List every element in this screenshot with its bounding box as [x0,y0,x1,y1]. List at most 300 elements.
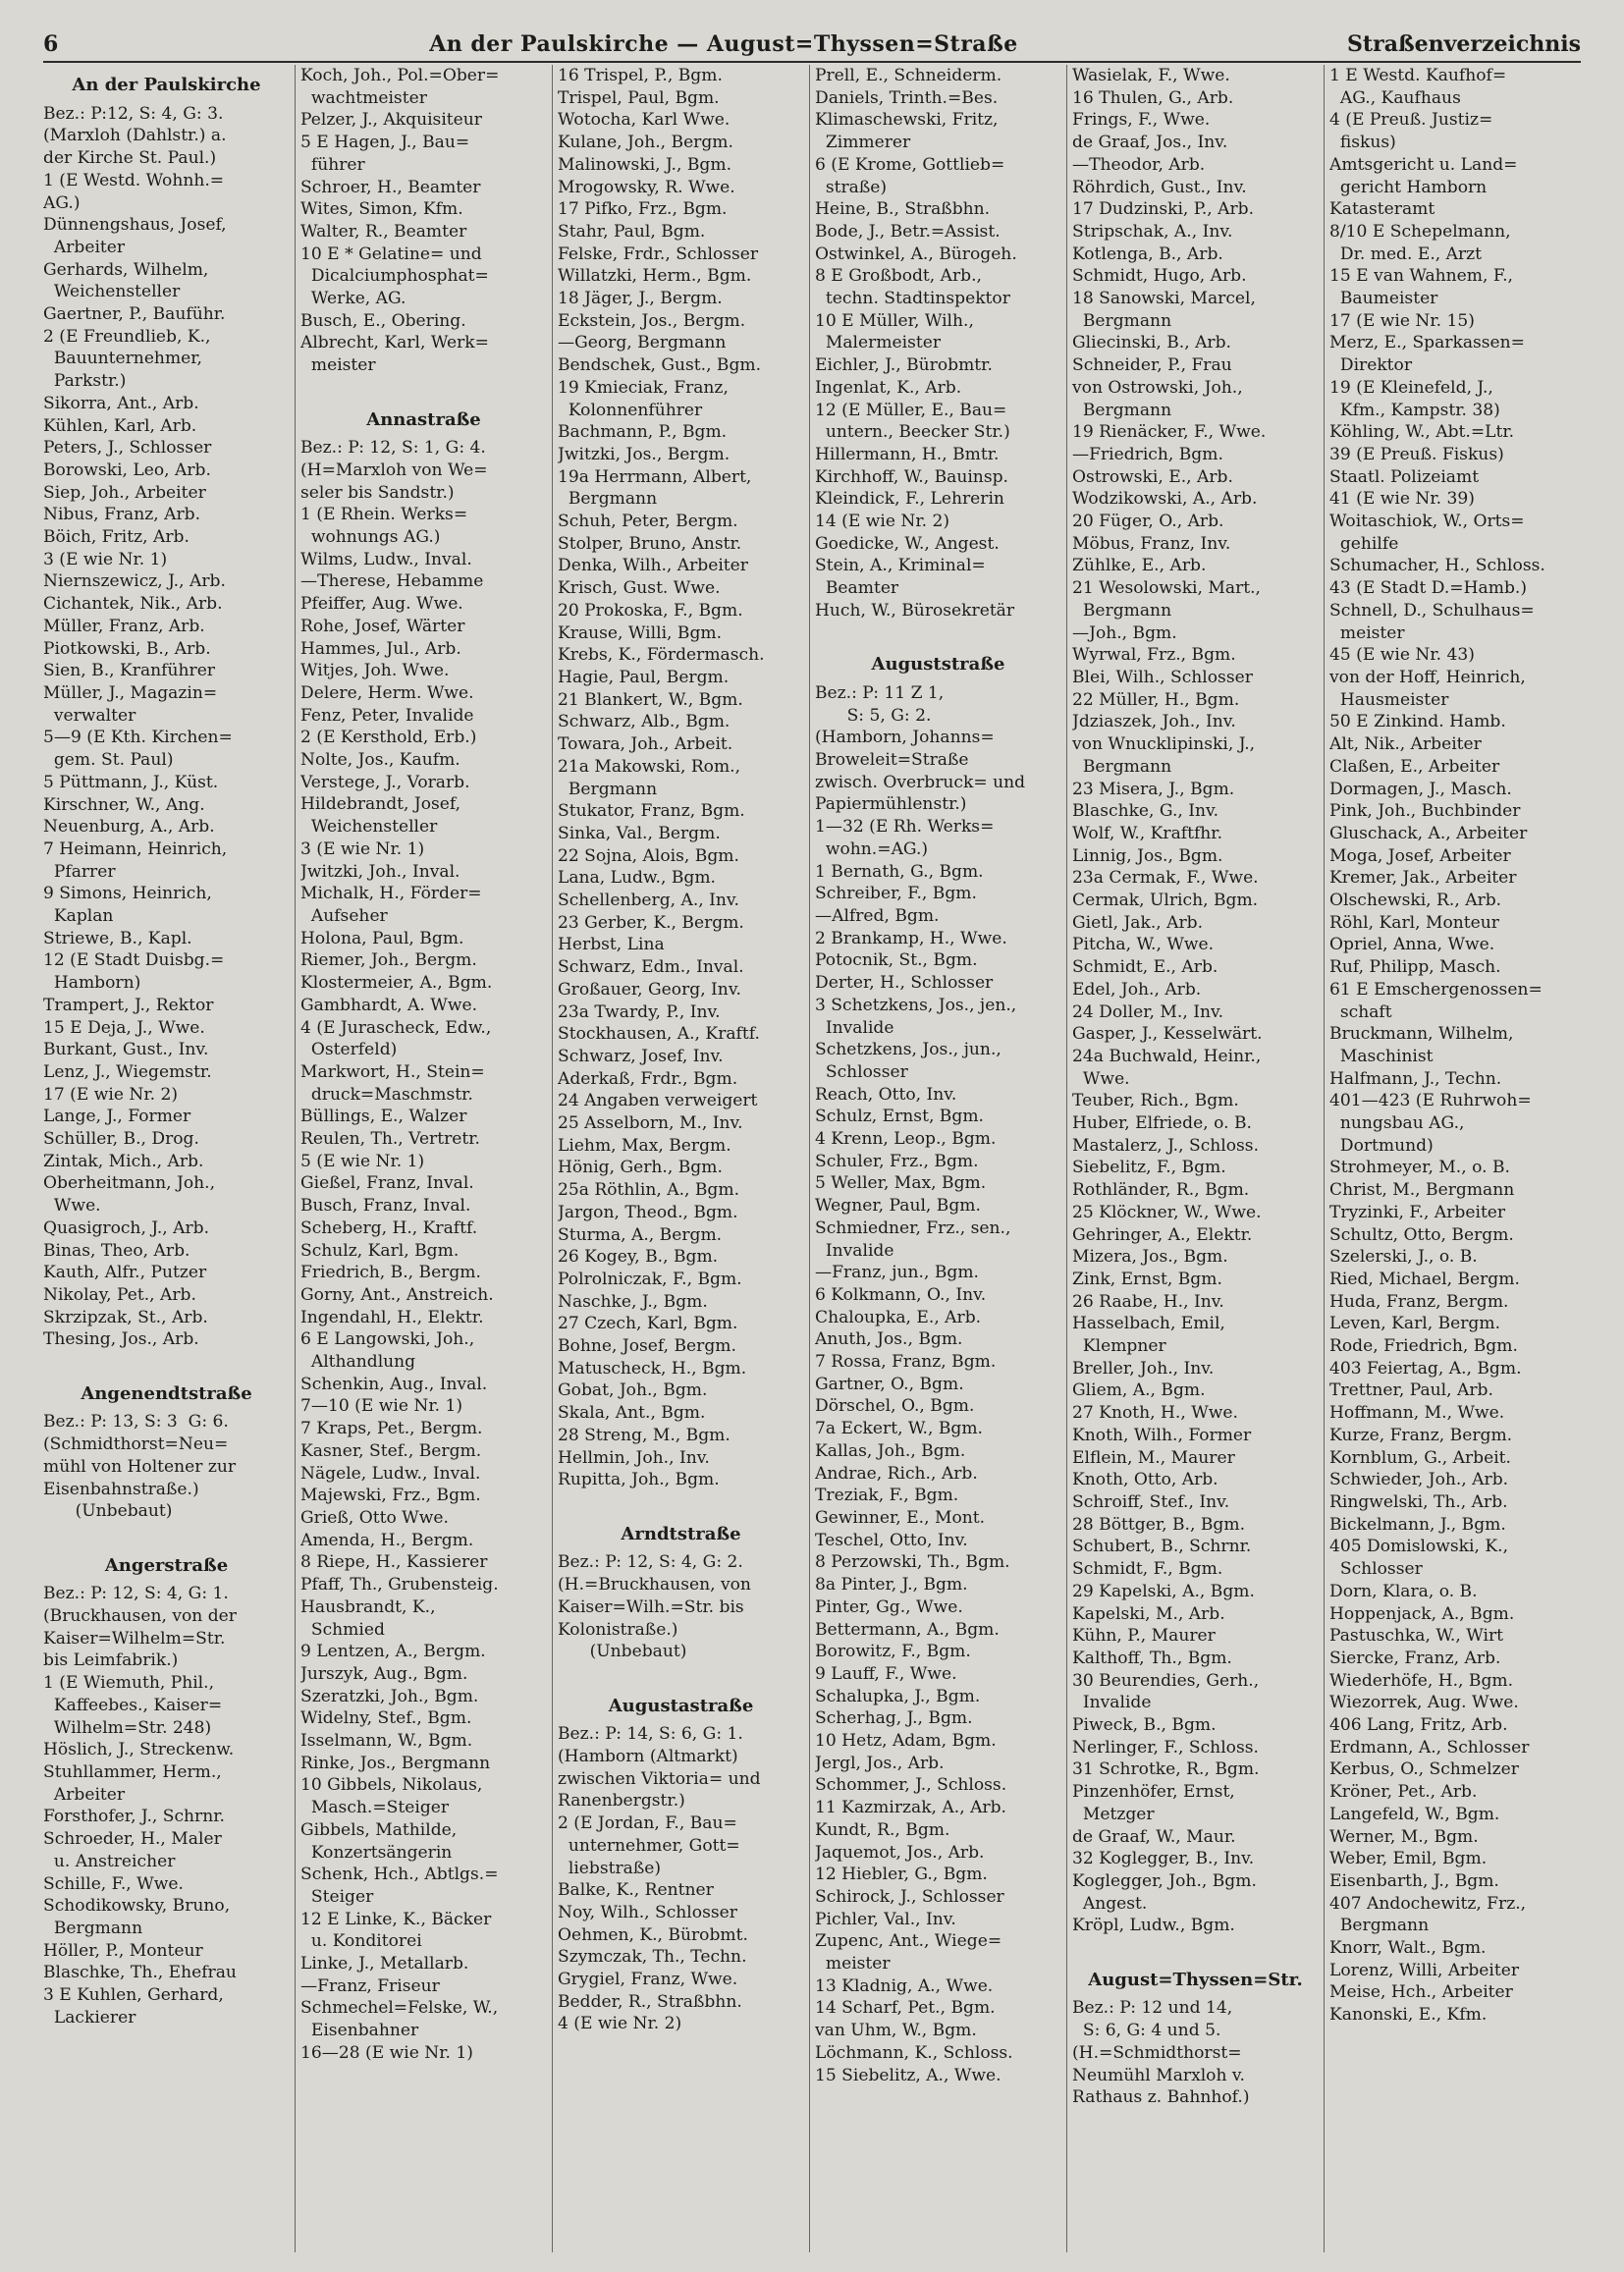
directory-entry: Cichantek, Nik., Arb. [43,594,223,615]
directory-entry: 30 Beurendies, Gerh., [1072,1670,1260,1691]
directory-entry: 25 Asselborn, M., Inv. [558,1113,743,1134]
directory-entry: Kremer, Jak., Arbeiter [1329,868,1517,889]
directory-entry: Stockhausen, A., Kraftf. [558,1024,760,1045]
directory-entry: 1 (E Westd. Wohnh.= [43,170,225,190]
directory-entry: Wasielak, F., Wwe. [1072,66,1230,85]
directory-entry: Claßen, E., Arbeiter [1329,756,1500,777]
directory-entry: Röhrdich, Gust., Inv. [1072,177,1247,197]
directory-entry: Schmiedner, Frz., sen., [815,1217,1011,1238]
directory-entry: Sturma, A., Bergm. [558,1224,723,1245]
directory-entry: Kalthoff, Th., Bgm. [1072,1648,1232,1668]
directory-entry: Dünnengshaus, Josef, [43,215,227,236]
directory-entry: Bergmann [1072,600,1172,621]
directory-entry: 16 Thulen, G., Arb. [1072,87,1234,108]
directory-entry: Amenda, H., Bergm. [300,1530,474,1550]
directory-entry: 26 Raabe, H., Inv. [1072,1291,1224,1312]
directory-entry: 12 (E Müller, E., Bau= [815,400,1007,420]
directory-entry: Hellmin, Joh., Inv. [558,1447,710,1468]
directory-entry: Ingendahl, H., Elektr. [300,1307,484,1327]
directory-entry: Rohe, Josef, Wärter [300,616,465,636]
directory-entry: 6 (E Krome, Gottlieb= [815,154,1005,175]
directory-entry: 18 Sanowski, Marcel, [1072,289,1256,309]
directory-entry: 20 Prokoska, F., Bgm. [558,600,743,621]
directory-entry: Trettner, Paul, Arb. [1329,1380,1493,1401]
directory-entry: Arbeiter [43,1784,126,1805]
directory-entry: —Joh., Bgm. [1072,622,1177,643]
directory-entry: 1 E Westd. Kaufhof= [1329,66,1507,85]
directory-entry: Heine, B., Straßbhn. [815,199,991,220]
directory-entry: Gießel, Franz, Inval. [300,1173,474,1194]
directory-entry: Hammes, Jul., Arb. [300,638,461,659]
directory-entry: 27 Knoth, H., Wwe. [1072,1403,1238,1424]
directory-entry: Schellenberg, A., Inv. [558,891,739,911]
directory-entry: Halfmann, J., Techn. [1329,1068,1502,1089]
directory-entry: zwisch. Overbruck= und [815,772,1026,792]
directory-entry: 3 Schetzkens, Jos., jen., [815,995,1017,1015]
directory-entry: Wiederhöfe, H., Bgm. [1329,1670,1514,1691]
directory-entry: Szymczak, Th., Techn. [558,1947,747,1968]
directory-entry: 1 Bernath, G., Bgm. [815,861,984,882]
directory-entry: 28 Streng, M., Bgm. [558,1425,731,1445]
directory-entry: unternehmer, Gott= [558,1835,740,1856]
directory-entry: Wodzikowski, A., Arb. [1072,489,1258,510]
directory-entry: Jurszyk, Aug., Bgm. [300,1663,468,1684]
directory-entry: 2 (E Freundlieb, K., [43,326,211,347]
directory-entry: Hillermann, H., Bmtr. [815,444,1000,464]
directory-entry: Wegner, Paul, Bgm. [815,1196,981,1217]
directory-entry: 17 (E wie Nr. 15) [1329,310,1475,331]
directory-entry: 45 (E wie Nr. 43) [1329,645,1475,666]
directory-entry: Wites, Simon, Kfm. [300,199,463,220]
directory-entry: Arbeiter [43,237,126,257]
directory-entry: Schwarz, Edm., Inval. [558,957,744,978]
directory-entry: Schmidt, F., Bgm. [1072,1559,1223,1580]
directory-entry: von der Hoff, Heinrich, [1329,667,1526,687]
directory-entry: Höslich, J., Streckenw. [43,1740,235,1760]
directory-entry: 4 Krenn, Leop., Bgm. [815,1129,997,1150]
directory-entry: Schumacher, H., Schloss. [1329,556,1545,576]
directory-entry: von Ostrowski, Joh., [1072,377,1243,398]
directory-entry: 50 E Zinkind. Hamb. [1329,712,1506,732]
directory-entry: Pfarrer [43,861,116,882]
directory-entry: Prell, E., Schneiderm. [815,66,1002,85]
directory-entry: Invalide [1072,1693,1152,1713]
directory-entry: Bohne, Josef, Bergm. [558,1336,736,1357]
directory-entry: 22 Müller, H., Bgm. [1072,689,1240,710]
directory-entry: 5 E Hagen, J., Bau= [300,133,470,153]
directory-entry: Jaquemot, Jos., Arb. [815,1842,985,1863]
directory-entry: von Wnucklipinski, J., [1072,734,1256,755]
directory-entry: Weber, Emil, Bgm. [1329,1849,1488,1869]
directory-entry: Jergl, Jos., Arb. [815,1753,945,1773]
directory-entry: Kaplan [43,906,114,927]
directory-entry: Jwitzki, Joh., Inval. [300,861,460,882]
directory-entry: Malinowski, J., Bgm. [558,154,731,175]
directory-entry: Ringwelski, Th., Arb. [1329,1492,1508,1512]
directory-entry: Mrogowsky, R. Wwe. [558,177,735,197]
directory-entry: 10 Hetz, Adam, Bgm. [815,1731,997,1752]
directory-entry: Kühn, P., Maurer [1072,1626,1216,1647]
directory-entry: Gluschack, A., Arbeiter [1329,823,1528,843]
directory-entry: Metzger [1072,1804,1155,1824]
directory-entry: Dortmund) [1329,1135,1434,1156]
directory-entry: seler bis Sandstr.) [300,482,455,503]
directory-entry: Hoppenjack, A., Bgm. [1329,1603,1515,1624]
directory-entry: Hildebrandt, Josef, [300,794,461,815]
directory-entry: Liehm, Max, Bergm. [558,1135,731,1156]
directory-entry: Neuenburg, A., Arb. [43,817,215,838]
directory-entry: Oehmen, K., Bürobmt. [558,1924,748,1945]
directory-entry: 7 Heimann, Heinrich, [43,838,228,859]
directory-entry: u. Anstreicher [43,1851,176,1871]
directory-entry: 8 Riepe, H., Kassierer [300,1552,488,1573]
directory-entry: Cermak, Ulrich, Bgm. [1072,891,1259,911]
directory-entry: Schmidt, Hugo, Arb. [1072,266,1247,287]
directory-entry: Nerlinger, F., Schloss. [1072,1737,1259,1758]
directory-entry: liebstraße) [558,1858,662,1878]
directory-entry: Schenkin, Aug., Inval. [300,1374,488,1394]
directory-entry: 1 (E Rhein. Werks= [300,505,468,525]
directory-entry: Bez.: P: 12, S: 4, G: 1. [43,1584,229,1604]
directory-entry: —Georg, Bergmann [558,333,727,353]
directory-entry: Bruckmann, Wilhelm, [1329,1024,1514,1045]
directory-entry: —Theodor, Arb. [1072,154,1206,175]
directory-entry: Fenz, Peter, Invalide [300,705,474,726]
directory-entry: Wilms, Ludw., Inval. [300,549,472,569]
directory-entry: Weichensteller [300,817,438,838]
directory-entry: 12 Hiebler, G., Bgm. [815,1865,988,1885]
directory-entry: Dormagen, J., Masch. [1329,779,1512,799]
directory-entry: Borowitz, F., Bgm. [815,1642,971,1662]
directory-entry: Stolper, Bruno, Anstr. [558,533,742,554]
directory-entry: Krisch, Gust. Wwe. [558,578,721,599]
directory-entry: Masch.=Steiger [300,1798,450,1818]
directory-entry: Kirschner, W., Ang. [43,794,205,815]
directory-entry: fiskus) [1329,133,1396,153]
directory-entry: Kasner, Stef., Bergm. [300,1440,482,1461]
directory-entry: Rode, Friedrich, Bgm. [1329,1336,1518,1357]
directory-entry: Elflein, M., Maurer [1072,1447,1235,1468]
directory-entry: Bachmann, P., Bgm. [558,422,728,443]
directory-entry: Busch, Franz, Inval. [300,1196,471,1217]
directory-entry: Gasper, J., Kesselwärt. [1072,1024,1263,1045]
directory-entry: Ingenlat, K., Arb. [815,377,962,398]
directory-entry: 12 E Linke, K., Bäcker [300,1909,492,1929]
directory-entry: Eichler, J., Bürobmtr. [815,355,993,376]
directory-entry: Blaschke, Th., Ehefrau [43,1963,237,1983]
directory-entry: Bez.: P: 12 und 14, [1072,1998,1233,2019]
directory-entry: 24 Doller, M., Inv. [1072,1001,1224,1022]
directory-entry: Papiermühlenstr.) [815,794,967,815]
directory-entry: Knorr, Walt., Bgm. [1329,1938,1487,1959]
directory-entry: Bode, J., Betr.=Assist. [815,221,1001,242]
directory-entry: Siercke, Franz, Arb. [1329,1648,1501,1668]
directory-entry: Hagie, Paul, Bergm. [558,667,730,687]
directory-entry: Kröpl, Ludw., Bgm. [1072,1916,1235,1936]
directory-entry: Andrae, Rich., Arb. [815,1463,978,1484]
directory-entry: Broweleit=Straße [815,750,969,771]
directory-entry: Pinter, Gg., Wwe. [815,1596,963,1617]
directory-entry: Stripschak, A., Inv. [1072,221,1233,242]
directory-entry: Stuhllammer, Herm., [43,1762,222,1782]
directory-entry: schaft [1329,1001,1392,1022]
section-title: Straßenverzeichnis [1347,31,1581,57]
directory-entry: Trispel, Paul, Bgm. [558,87,720,108]
directory-entry: Breller, Joh., Inv. [1072,1358,1215,1379]
directory-entry: 43 (E Stadt D.=Hamb.) [1329,578,1527,599]
street-heading: An der Paulskirche [72,75,261,95]
directory-entry: Nikolay, Pet., Arb. [43,1284,196,1305]
directory-entry: Kulane, Joh., Bergm. [558,133,733,153]
directory-entry: Mastalerz, J., Schloss. [1072,1135,1260,1156]
directory-entry: wohnungs AG.) [300,527,441,548]
directory-entry: Möbus, Franz, Inv. [1072,533,1231,554]
directory-entry: Busch, E., Obering. [300,310,466,331]
street-heading: Auguststraße [871,654,1005,676]
directory-entry: Schmechel=Felske, W., [300,1998,499,2019]
directory-entry: Schreiber, F., Bgm. [815,884,977,904]
directory-entry: Szelerski, J., o. B. [1329,1247,1478,1268]
directory-entry: Bergmann [558,779,658,799]
directory-entry: 8a Pinter, J., Bgm. [815,1575,968,1596]
directory-entry: 17 Dudzinski, P., Arb. [1072,199,1255,220]
directory-entry: Ruf, Philipp, Masch. [1329,957,1501,978]
directory-entry: (Bruckhausen, von der [43,1606,237,1627]
directory-entry: Sien, B., Kranführer [43,661,215,681]
directory-entry: 1—32 (E Rh. Werks= [815,817,995,838]
directory-entry: techn. Stadtinspektor [815,289,1010,309]
directory-entry: Kauth, Alfr., Putzer [43,1263,207,1283]
directory-entry: Rothländer, R., Bgm. [1072,1180,1250,1201]
directory-entry: Knoth, Otto, Arb. [1072,1470,1218,1490]
directory-entry: Schmidt, E., Arb. [1072,957,1218,978]
directory-entry: Gietl, Jak., Arb. [1072,912,1204,933]
directory-entry: Büllings, E., Walzer [300,1107,467,1127]
directory-entry: 15 E van Wahnem, F., [1329,266,1513,287]
directory-entry: Angest. [1072,1893,1148,1914]
street-heading: Arndtstraße [621,1523,741,1544]
directory-entry: Eisenbahner [300,2021,419,2041]
directory-entry: Aderkaß, Frdr., Bgm. [558,1068,738,1089]
directory-entry: Invalide [815,1240,894,1261]
directory-entry: 19a Herrmann, Albert, [558,466,752,487]
directory-entry: de Graaf, W., Maur. [1072,1826,1236,1847]
directory-entry: Bettermann, A., Bgm. [815,1619,1000,1640]
directory-entry: Strohmeyer, M., o. B. [1329,1158,1510,1178]
directory-entry: Nibus, Franz, Arb. [43,505,201,525]
directory-entry: 7—10 (E wie Nr. 1) [300,1396,463,1417]
directory-entry: Thesing, Jos., Arb. [43,1329,199,1350]
directory-entry: Kröner, Pet., Arb. [1329,1782,1478,1803]
directory-entry: Dr. med. E., Arzt [1329,243,1483,264]
directory-entry: Schubert, B., Schrnr. [1072,1537,1252,1557]
directory-entry: Burkant, Gust., Inv. [43,1040,209,1060]
directory-entry: 5 (E wie Nr. 1) [300,1151,425,1171]
directory-entry: 14 Scharf, Pet., Bgm. [815,1998,996,2019]
directory-entry: Pichler, Val., Inv. [815,1909,956,1929]
directory-entry: Tryzinki, F., Arbeiter [1329,1202,1506,1222]
directory-entry: Schneider, P., Frau [1072,355,1232,376]
directory-entry: Niernszewicz, J., Arb. [43,571,226,592]
directory-entry: 26 Kogey, B., Bgm. [558,1247,719,1268]
directory-entry: Woitaschiok, W., Orts= [1329,512,1525,532]
directory-entry: Lackierer [43,2007,136,2028]
directory-entry: Daniels, Trinth.=Bes. [815,87,999,108]
directory-entry: Forsthofer, J., Schrnr. [43,1807,225,1827]
directory-entry: Schenk, Hch., Abtlgs.= [300,1865,499,1885]
directory-entry: 10 Gibbels, Nikolaus, [300,1775,483,1796]
directory-entry: Köhling, W., Abt.=Ltr. [1329,422,1515,443]
directory-entry: 8 Perzowski, Th., Bgm. [815,1552,1010,1573]
directory-entry: 21a Makowski, Rom., [558,756,741,777]
directory-entry: 23a Twardy, P., Inv. [558,1001,721,1022]
directory-entry: Neumühl Marxloh v. [1072,2065,1245,2085]
directory-entry: (Marxloh (Dahlstr.) a. [43,126,227,146]
directory-entry: Zintak, Mich., Arb. [43,1151,204,1171]
directory-entry: Lange, J., Former [43,1107,191,1127]
directory-entry: Dicalciumphosphat= [300,266,489,287]
directory-entry: 39 (E Preuß. Fiskus) [1329,444,1504,464]
directory-entry: Schille, F., Wwe. [43,1873,184,1894]
directory-entry: Opriel, Anna, Wwe. [1329,935,1495,955]
directory-entry: Trampert, J., Rektor [43,995,214,1015]
directory-entry: Schlosser [815,1061,908,1082]
directory-entry: Werner, M., Bgm. [1329,1826,1479,1847]
directory-entry: Krebs, K., Fördermasch. [558,645,765,666]
directory-entry: (Unbebaut) [43,1501,173,1522]
directory-entry: 19 Rienäcker, F., Wwe. [1072,422,1267,443]
directory-entry: Konzertsängerin [300,1842,453,1863]
directory-entry: Christ, M., Bergmann [1329,1180,1515,1201]
directory-entry: 15 Siebelitz, A., Wwe. [815,2065,1001,2085]
directory-entry: 403 Feiertag, A., Bgm. [1329,1358,1522,1379]
directory-entry: Rathaus z. Bahnhof.) [1072,2087,1250,2108]
directory-entry: führer [300,154,365,175]
directory-entry: Naschke, J., Bgm. [558,1291,708,1312]
directory-entry: 8 E Großbodt, Arb., [815,266,982,287]
directory-entry: Michalk, H., Förder= [300,884,482,904]
directory-entry: Isselmann, W., Bgm. [300,1731,473,1752]
directory-entry: 4 (E Jurascheck, Edw., [300,1017,492,1038]
directory-entry: Ostrowski, E., Arb. [1072,466,1233,487]
directory-entry: Dörschel, O., Bgm. [815,1396,975,1417]
directory-entry: 17 (E wie Nr. 2) [43,1084,179,1105]
directory-entry: 4 (E Preuß. Justiz= [1329,110,1493,131]
directory-entry: Chaloupka, E., Arb. [815,1307,982,1327]
directory-entry: 7a Eckert, W., Bgm. [815,1419,983,1439]
column-1 [43,65,295,2252]
directory-entry: Skala, Ant., Bgm. [558,1403,706,1424]
directory-entry: —Therese, Hebamme [300,571,484,592]
directory-entry: Klempner [1072,1336,1166,1357]
directory-entry: Borowski, Leo, Arb. [43,460,211,480]
directory-entry: Scherhag, J., Bgm. [815,1708,973,1729]
directory-entry: Amtsgericht u. Land= [1329,154,1518,175]
directory-entry: Bergmann [558,489,658,510]
directory-entry: Albrecht, Karl, Werk= [300,333,489,353]
directory-entry: Kornblum, G., Arbeit. [1329,1447,1511,1468]
directory-entry: Schüller, B., Drog. [43,1129,199,1150]
directory-entry: 7 Rossa, Franz, Bgm. [815,1352,997,1373]
directory-entry: Alt, Nik., Arbeiter [1329,734,1482,755]
directory-entry: Meise, Hch., Arbeiter [1329,1982,1513,2003]
directory-entry: Skrzipzak, St., Arb. [43,1307,208,1327]
directory-entry: straße) [815,177,888,197]
directory-entry: Zühlke, E., Arb. [1072,556,1207,576]
directory-entry: Felske, Frdr., Schlosser [558,243,759,264]
directory-entry: Bedder, R., Straßbhn. [558,1991,742,2012]
directory-entry: 2 (E Jordan, F., Bau= [558,1813,737,1834]
directory-entry: Sikorra, Ant., Arb. [43,393,199,413]
directory-entry: 9 Simons, Heinrich, [43,884,212,904]
directory-entry: Kerbus, O., Schmelzer [1329,1759,1519,1780]
directory-entry: Pelzer, J., Akquisiteur [300,110,482,131]
directory-entry: nungsbau AG., [1329,1113,1465,1134]
directory-entry: Hamborn) [43,973,141,994]
directory-entry: Jdziaszek, Joh., Inv. [1072,712,1236,732]
directory-entry: Bergmann [1329,1916,1430,1936]
directory-entry: Zupenc, Ant., Wiege= [815,1931,1002,1952]
directory-entry: de Graaf, Jos., Inv. [1072,133,1228,153]
directory-entry: 6 E Langowski, Joh., [300,1329,475,1350]
directory-entry: —Friedrich, Bgm. [1072,444,1223,464]
directory-entry: Towara, Joh., Arbeit. [558,734,733,755]
directory-entry: Piotkowski, B., Arb. [43,638,211,659]
directory-entry: Hoffmann, M., Wwe. [1329,1403,1505,1424]
directory-entry: Müller, J., Magazin= [43,682,218,703]
directory-entry: Willatzki, Herm., Bgm. [558,266,752,287]
directory-entry: AG., Kaufhaus [1329,87,1461,108]
directory-entry: Schnell, D., Schulhaus= [1329,600,1535,621]
directory-entry: 8/10 E Schepelmann, [1329,221,1511,242]
directory-entry: Noy, Wilh., Schlosser [558,1902,737,1922]
directory-entry: Nägele, Ludw., Inval. [300,1463,481,1484]
directory-entry: 17 Pifko, Frz., Bgm. [558,199,728,220]
directory-entry: Bez.: P:12, S: 4, G: 3. [43,103,224,124]
directory-entry: Piweck, B., Bgm. [1072,1715,1217,1736]
directory-entry: Schulz, Karl, Bgm. [300,1240,460,1261]
directory-entry: Dorn, Klara, o. B. [1329,1581,1478,1601]
directory-entry: Gartner, O., Bgm. [815,1374,964,1394]
directory-entry: 32 Koglegger, B., Inv. [1072,1849,1255,1869]
directory-entry: wachtmeister [300,87,427,108]
directory-entry: Witjes, Joh. Wwe. [300,661,450,681]
directory-entry: Riemer, Joh., Bergm. [300,950,477,971]
directory-entry: Bergmann [1072,400,1172,420]
directory-entry: Eckstein, Jos., Bergm. [558,310,746,331]
directory-entry: Böich, Fritz, Arb. [43,527,189,548]
directory-entry: 23a Cermak, F., Wwe. [1072,868,1259,889]
directory-entry: Katasteramt [1329,199,1435,220]
directory-entry: Huber, Elfriede, o. B. [1072,1113,1252,1134]
directory-entry: Bergmann [43,1918,143,1938]
street-heading: Angenendtstraße [81,1382,252,1404]
directory-entry: Delere, Herm. Wwe. [300,682,474,703]
directory-entry: Kapelski, M., Arb. [1072,1603,1225,1624]
directory-entry: Pinzenhöfer, Ernst, [1072,1782,1235,1803]
spacer [43,1523,290,1545]
directory-entry: Denka, Wilh., Arbeiter [558,556,748,576]
directory-entry: Schwarz, Alb., Bgm. [558,712,731,732]
directory-entry: Schuler, Frz., Bgm. [815,1151,979,1171]
directory-entry: Reulen, Th., Vertretr. [300,1129,480,1150]
directory-entry: 10 E Müller, Wilh., [815,310,974,331]
directory-entry: 1 (E Wiemuth, Phil., [43,1673,215,1694]
directory-entry: Rinke, Jos., Bergmann [300,1753,491,1773]
directory-entry: Hausbrandt, K., [300,1596,436,1617]
directory-entry: Wilhelm=Str. 248) [43,1717,212,1738]
directory-entry: Kirchhoff, W., Bauinsp. [815,466,1008,487]
